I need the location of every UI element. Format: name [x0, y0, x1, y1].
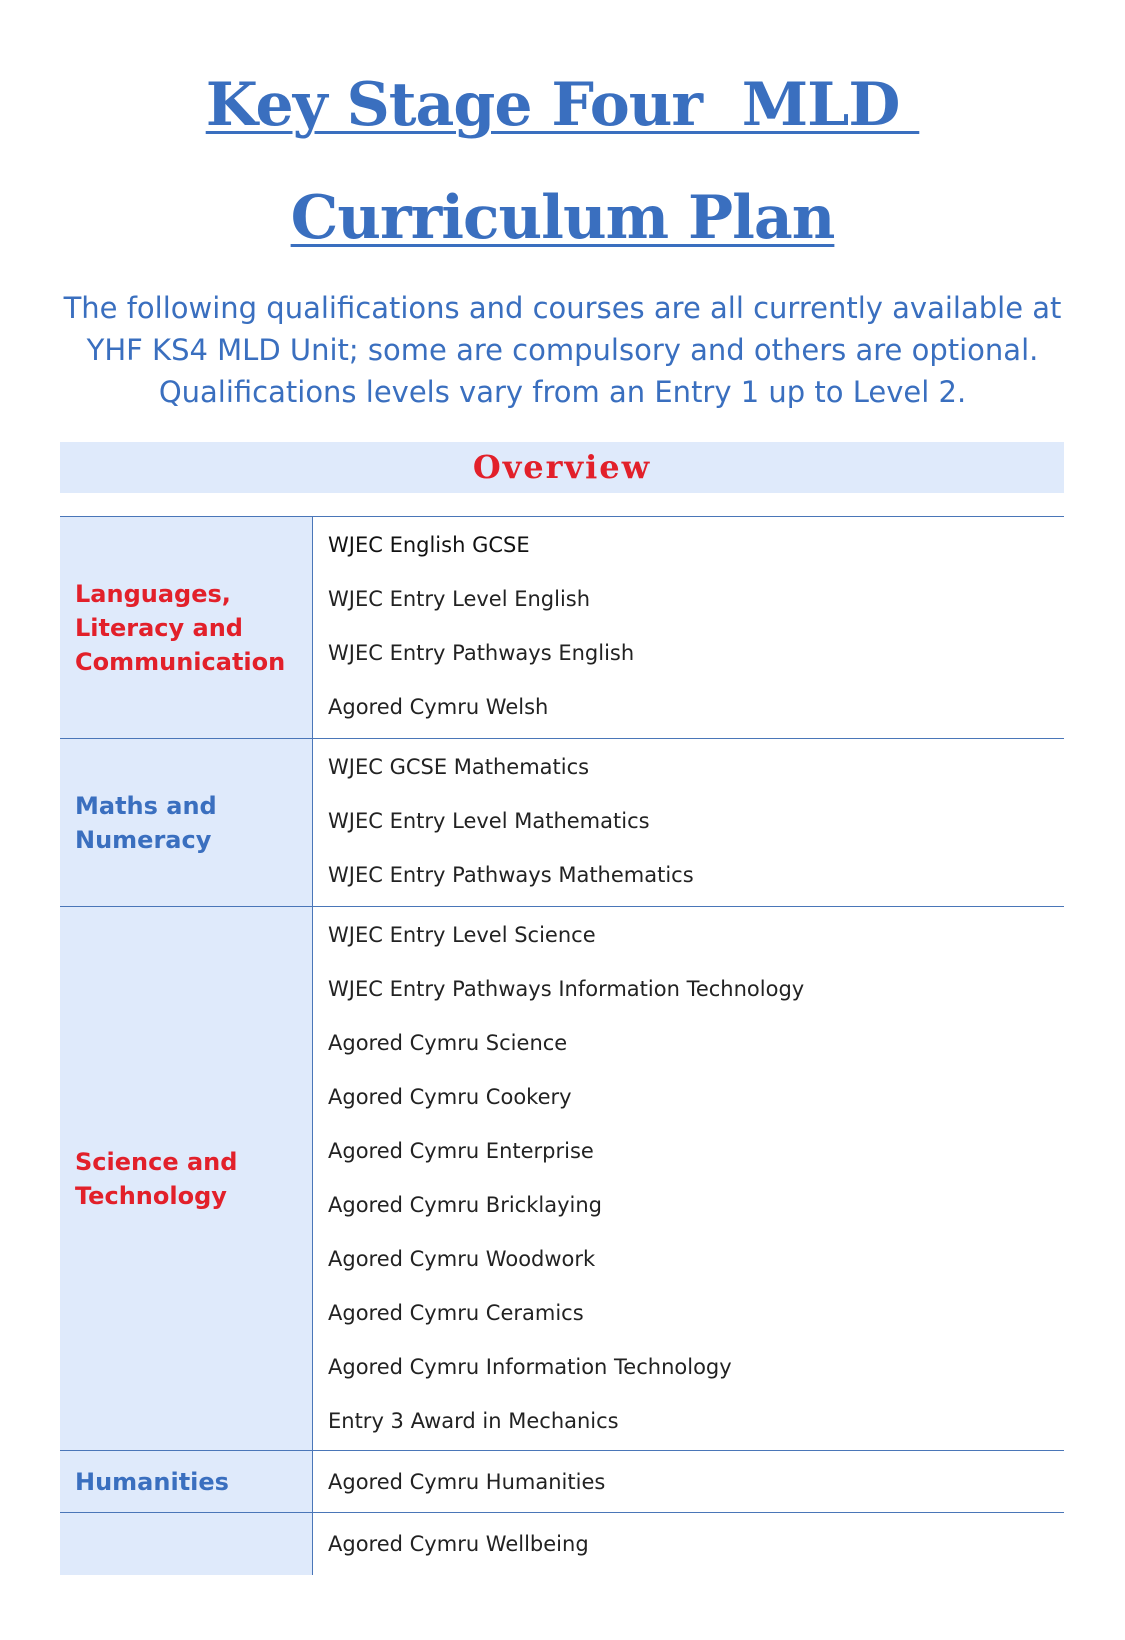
category-label-line: Humanities	[75, 1467, 229, 1496]
table-row-humanities	[60, 1451, 1064, 1513]
category-cell	[60, 907, 313, 1450]
category-label	[75, 577, 285, 679]
qualification-list	[313, 1513, 1064, 1575]
qualification-item: WJEC GCSE Mathematics	[328, 755, 590, 779]
category-cell	[60, 1513, 313, 1575]
category-cell	[60, 1451, 313, 1512]
qualification-item: Agored Cymru Cookery	[328, 1085, 572, 1109]
category-label-line: Maths and	[75, 791, 217, 820]
overview-heading: Overview	[60, 442, 1064, 493]
category-label-line: Science and	[75, 1147, 238, 1176]
page-title-line-1: Key Stage Four MLD	[205, 70, 920, 140]
page-title-line-2: Curriculum Plan	[290, 183, 835, 253]
qualification-item: Agored Cymru Humanities	[328, 1470, 606, 1494]
category-cell	[60, 517, 313, 738]
category-label	[75, 1145, 237, 1213]
intro-line: YHF KS4 MLD Unit; some are compulsory and others are optional.	[86, 333, 1039, 367]
qualification-list	[313, 739, 1064, 906]
intro-paragraph	[50, 287, 1075, 413]
qualification-item: WJEC Entry Pathways English	[328, 641, 635, 665]
qualification-item: WJEC Entry Level Science	[328, 923, 596, 947]
category-label-line: Languages,	[75, 579, 231, 608]
category-label-line: Technology	[75, 1181, 227, 1210]
qualification-item: Agored Cymru Bricklaying	[328, 1193, 602, 1217]
table-row-maths	[60, 739, 1064, 907]
category-label-line: Literacy and	[75, 613, 243, 642]
qualification-item: Agored Cymru Woodwork	[328, 1247, 596, 1271]
qualification-item: WJEC Entry Pathways Information Technology	[328, 977, 805, 1001]
table-row-languages	[60, 517, 1064, 739]
table-row-wellbeing	[60, 1513, 1064, 1575]
qualification-list	[313, 907, 1064, 1450]
qualification-item: Agored Cymru Enterprise	[328, 1139, 594, 1163]
curriculum-table	[60, 516, 1064, 1575]
qualification-item: WJEC Entry Level English	[328, 587, 591, 611]
qualification-item: WJEC Entry Pathways Mathematics	[328, 863, 694, 887]
qualification-item: WJEC Entry Level Mathematics	[328, 809, 650, 833]
category-label-line: Numeracy	[75, 825, 212, 854]
table-row-science	[60, 907, 1064, 1451]
category-label-line: Communication	[75, 647, 286, 676]
category-label	[75, 1465, 229, 1499]
intro-line: Qualifications levels vary from an Entry 1 up to Level 2.	[158, 375, 967, 409]
qualification-list	[313, 1451, 1064, 1512]
category-label	[75, 789, 217, 857]
qualification-list	[313, 517, 1064, 738]
qualification-item: Agored Cymru Wellbeing	[328, 1532, 589, 1556]
qualification-item: Entry 3 Award in Mechanics	[328, 1409, 619, 1433]
qualification-item: Agored Cymru Ceramics	[328, 1301, 584, 1325]
qualification-item: WJEC English GCSE	[328, 533, 530, 557]
category-cell	[60, 739, 313, 906]
intro-line: The following qualifications and courses are all currently available at	[63, 291, 1062, 325]
qualification-item: Agored Cymru Welsh	[328, 695, 549, 719]
qualification-item: Agored Cymru Information Technology	[328, 1355, 732, 1379]
qualification-item: Agored Cymru Science	[328, 1031, 568, 1055]
